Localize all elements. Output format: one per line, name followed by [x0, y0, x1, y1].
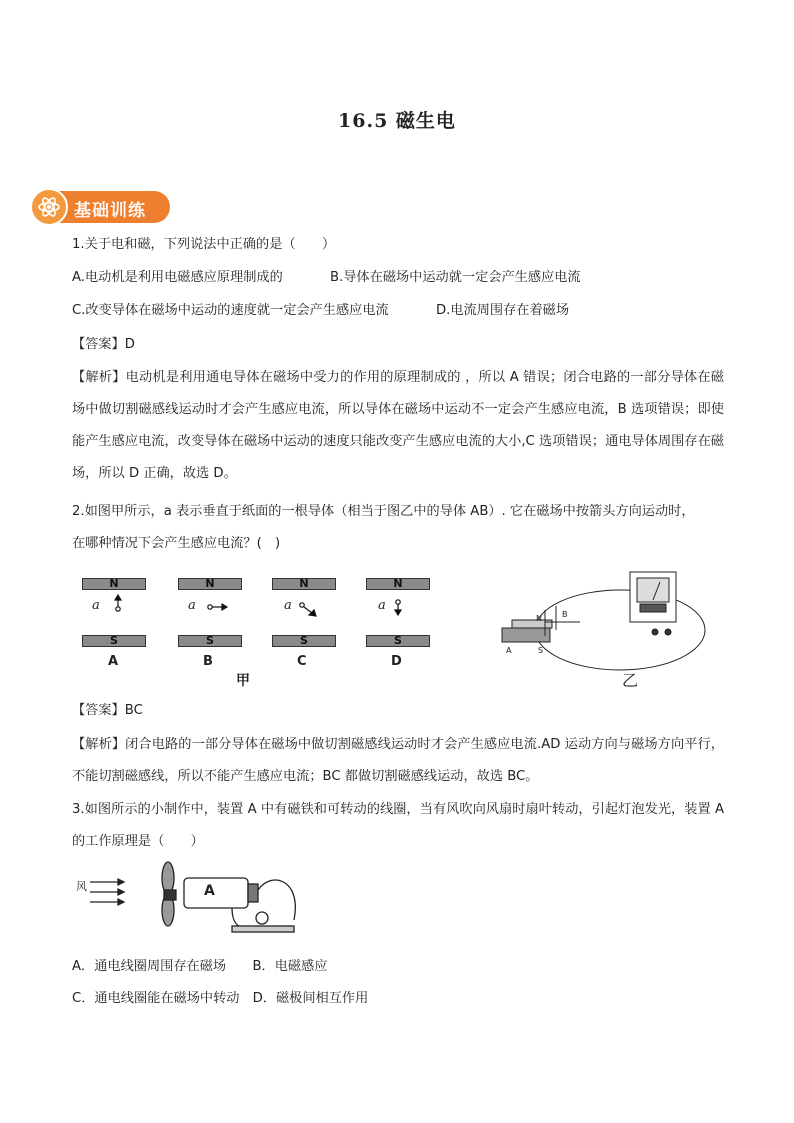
wind-label: 风 — [76, 880, 87, 893]
conductor-a-label-3: a — [284, 598, 292, 613]
q3-figure — [72, 860, 312, 942]
diagram-letter-b: B — [562, 610, 568, 619]
q1-option-c: C.改变导体在磁场中运动的速度就一定会产生感应电流 — [72, 303, 389, 318]
magnet-south-b: S — [178, 635, 242, 647]
device-a-label: A — [204, 883, 215, 899]
page-title: 16.5 磁生电 — [338, 110, 456, 132]
section-badge — [30, 188, 170, 226]
q2-figure — [0, 570, 794, 690]
q1-answer: 【答案】D — [72, 337, 135, 352]
diagram-letter-a: A — [506, 646, 512, 655]
q1-option-d: D.电流周围存在着磁场 — [436, 303, 570, 318]
label-case-d: D — [391, 654, 402, 669]
motion-arrows — [0, 570, 794, 690]
caption-jia: 甲 — [236, 673, 250, 689]
magnet-south-c: S — [272, 635, 336, 647]
conductor-a-label-2: a — [188, 598, 196, 613]
q2-stem-line1: 2.如图甲所示，a 表示垂直于纸面的一根导体（相当于图乙中的导体 AB）. 它在磁场中按箭头方向运动时， — [72, 504, 695, 519]
q1-analysis: 【解析】电动机是利用通电导体在磁场中受力的作用的原理制成的 ，所以 A 错误；闭合电路的一部分导体在磁场中做切割磁感线运动时才会产生感应电流，所以导体在磁场中运动不一定会产生感应电流，B 选项错误；即使能产生感应电流，改变导体在磁场中运动的速度只能改变产生感应电流的大小,C 选项错误；通电导体周围存在磁场，所以 D 正确，故选 D。 — [72, 370, 724, 481]
label-case-b: B — [203, 654, 213, 669]
conductor-a-label-1: a — [92, 598, 100, 613]
diagram-letter-s: S — [538, 646, 544, 655]
magnet-north-b: N — [178, 578, 242, 590]
q3-options-cd: C．通电线圈能在磁场中转动 D．磁极间相互作用 — [72, 991, 369, 1006]
q3-options-ab: A．通电线圈周围存在磁场 B．电磁感应 — [72, 959, 328, 974]
section-label: 基础训练 — [74, 201, 146, 221]
q3-stem: 3.如图所示的小制作中，装置 A 中有磁铁和可转动的线圈，当有风吹向风扇时扇叶转动，引起灯泡发光，装置 A 的工作原理是（ ） — [72, 802, 724, 849]
q1-option-a: A.电动机是利用电磁感应原理制成的 — [72, 270, 283, 285]
q1-stem: 1.关于电和磁，下列说法中正确的是（ ） — [72, 237, 336, 252]
label-case-a: A — [108, 654, 119, 669]
conductor-a-label-4: a — [378, 598, 386, 613]
label-case-c: C — [297, 654, 307, 669]
magnet-south-d: S — [366, 635, 430, 647]
q2-answer: 【答案】BC — [72, 703, 143, 718]
q2-analysis: 【解析】闭合电路的一部分导体在磁场中做切割磁感线运动时才会产生感应电流.AD 运动方向与磁场方向平行，不能切割磁感线，所以不能产生感应电流；BC 都做切割磁感线运动，故选 BC。 — [72, 737, 724, 784]
magnet-north-d: N — [366, 578, 430, 590]
atom-icon — [30, 188, 68, 226]
q2-stem-line2: 在哪种情况下会产生感应电流？( ) — [72, 536, 281, 551]
diagram-letter-n: N — [536, 614, 542, 623]
magnet-north-c: N — [272, 578, 336, 590]
q1-option-b: B.导体在磁场中运动就一定会产生感应电流 — [330, 270, 581, 285]
fan-generator-diagram — [72, 860, 312, 942]
magnet-north-a: N — [82, 578, 146, 590]
caption-yi: 乙 — [622, 671, 639, 690]
magnet-south-a: S — [82, 635, 146, 647]
